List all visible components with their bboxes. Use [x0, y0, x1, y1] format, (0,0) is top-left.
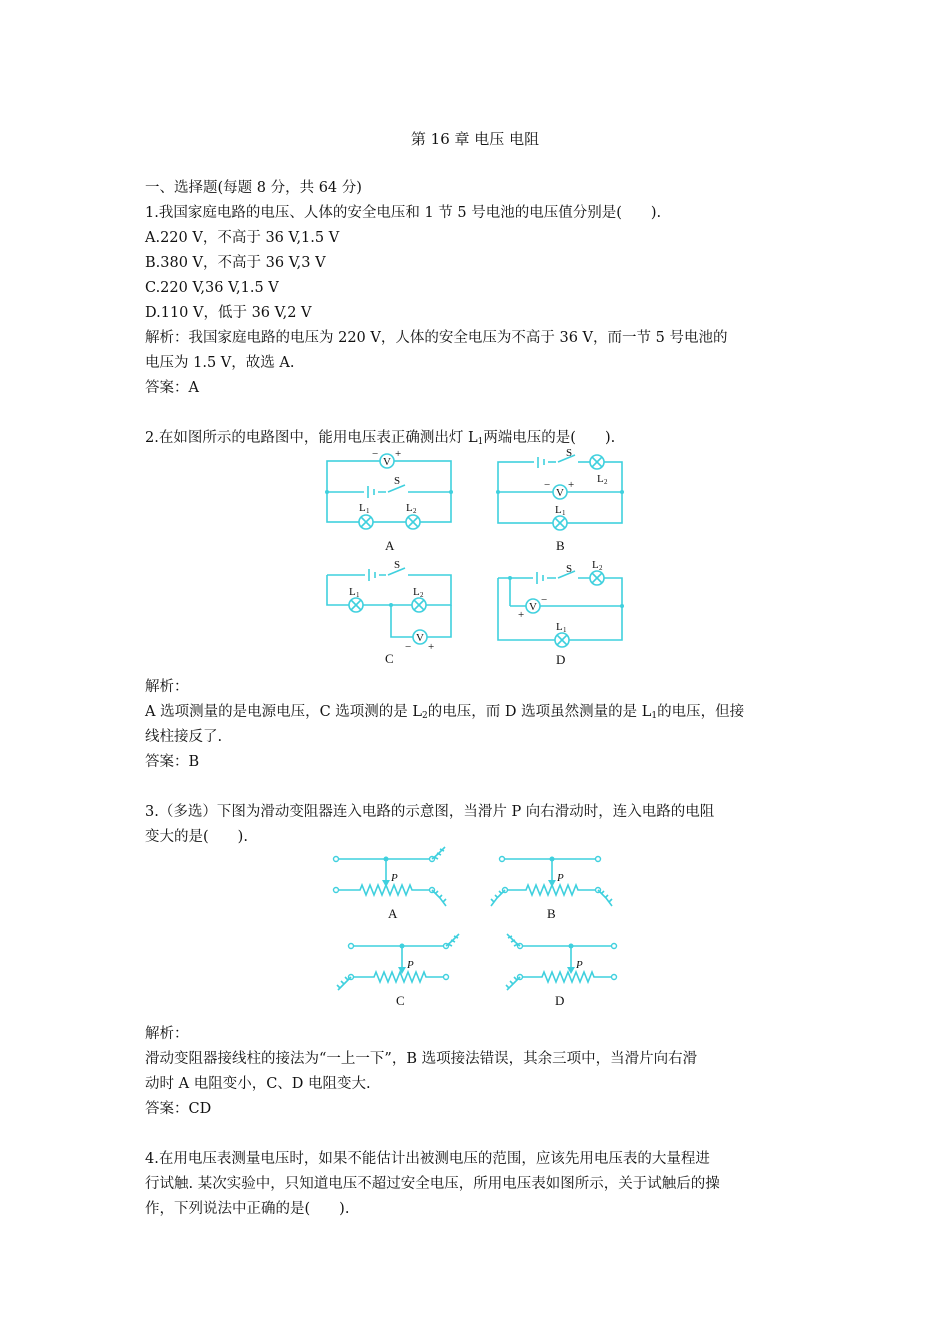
- rheostat-caption-d: D: [555, 993, 565, 1008]
- q2-analysis-line-2: 线柱接反了.: [145, 729, 223, 745]
- page-title: 第 16 章 电压 电阻: [410, 130, 540, 148]
- svg-text:−: −: [372, 448, 379, 460]
- q3-stem-line-2: 变大的是( ).: [145, 829, 248, 845]
- q2-analysis-label: 解析：: [145, 679, 189, 695]
- svg-text:L: L: [597, 473, 604, 485]
- q1-option-b: B.380 V，不高于 36 V,3 V: [145, 255, 326, 271]
- circuit-d: [498, 559, 624, 647]
- q4-stem-line-3: 作，下列说法中正确的是( ).: [145, 1201, 350, 1217]
- svg-text:L: L: [555, 504, 562, 516]
- rheostat-d: [506, 934, 617, 990]
- q4-stem-line-1: 4.在用电压表测量电压时，如果不能估计出被测电压的范围，应该先用电压表的大量程进: [145, 1151, 710, 1167]
- rheostat-caption-c: C: [396, 993, 405, 1008]
- q3-stem-line-1: 3.（多选）下图为滑动变阻器连入电路的示意图，当滑片 P 向右滑动时，连入电路的电阻: [145, 804, 715, 820]
- rheostat-a: [334, 847, 447, 906]
- svg-text:V: V: [529, 601, 537, 613]
- svg-text:L: L: [349, 586, 356, 598]
- section-heading: 一、选择题(每题 8 分，共 64 分): [145, 180, 362, 196]
- circuit-b: [496, 447, 624, 530]
- q2-answer: 答案：B: [145, 754, 200, 770]
- q4-stem-line-2: 行试触. 某次实验中，只知道电压不超过安全电压，所用电压表如图所示，关于试触后的操: [145, 1176, 720, 1192]
- svg-text:L: L: [556, 621, 563, 633]
- q1-option-d: D.110 V，低于 36 V,2 V: [145, 305, 312, 321]
- q3-analysis-line-1: 滑动变阻器接线柱的接法为“一上一下”，B 选项接法错误，其余三项中，当滑片向右滑: [145, 1051, 698, 1067]
- svg-text:+: +: [568, 479, 575, 491]
- svg-text:1: 1: [562, 509, 566, 517]
- caption-b: B: [556, 538, 565, 553]
- caption-c: C: [385, 651, 394, 666]
- svg-text:S: S: [394, 559, 401, 571]
- svg-text:−: −: [544, 479, 551, 491]
- svg-text:2: 2: [413, 507, 417, 515]
- q3-answer: 答案：CD: [145, 1101, 212, 1117]
- svg-text:−: −: [541, 594, 548, 606]
- svg-text:L: L: [359, 502, 366, 514]
- q1-answer: 答案：A: [145, 380, 199, 396]
- svg-text:S: S: [394, 475, 401, 487]
- q2-analysis-line-1: A 选项测量的是电源电压，C 选项测的是 $L_2$的电压，而 D 选项虽然测量的是 $L_1$的电压，但接: [145, 704, 745, 721]
- svg-text:S: S: [566, 563, 573, 575]
- q1-analysis-line-2: 电压为 1.5 V，故选 A.: [145, 355, 295, 371]
- svg-text:2: 2: [604, 478, 608, 486]
- q1-option-c: C.220 V,36 V,1.5 V: [145, 280, 279, 296]
- svg-text:V: V: [383, 456, 391, 468]
- caption-a: A: [385, 538, 395, 553]
- circuit-a: [325, 448, 453, 529]
- q3-rheostat-figure: [325, 845, 625, 1010]
- caption-d: D: [556, 652, 566, 667]
- svg-text:+: +: [518, 609, 525, 621]
- rheostat-caption-b: B: [547, 906, 556, 921]
- svg-text:S: S: [566, 447, 573, 459]
- svg-text:+: +: [395, 448, 402, 460]
- circuit-c: [327, 559, 451, 653]
- svg-text:P: P: [557, 872, 564, 884]
- svg-text:1: 1: [366, 507, 370, 515]
- svg-text:2: 2: [420, 591, 424, 599]
- q2-stem: 2.在如图所示的电路图中，能用电压表正确测出灯 $L_1$两端电压的是( ).: [145, 430, 616, 447]
- svg-text:L: L: [406, 502, 413, 514]
- q1-option-a: A.220 V，不高于 36 V,1.5 V: [145, 230, 340, 246]
- q3-analysis-line-2: 动时 A 电阻变小，C、D 电阻变大.: [145, 1076, 371, 1092]
- q1-analysis-line-1: 解析：我国家庭电路的电压为 220 V，人体的安全电压为不高于 36 V，而一节 5 号电池的: [145, 330, 728, 346]
- svg-text:1: 1: [563, 626, 567, 634]
- q3-analysis-label: 解析：: [145, 1026, 189, 1042]
- svg-text:P: P: [576, 959, 583, 971]
- svg-text:−: −: [405, 641, 412, 653]
- svg-text:2: 2: [599, 564, 603, 572]
- svg-text:L: L: [592, 559, 599, 571]
- svg-text:P: P: [407, 959, 414, 971]
- svg-text:V: V: [416, 632, 424, 644]
- svg-text:P: P: [391, 872, 398, 884]
- rheostat-c: [337, 934, 459, 990]
- q1-stem: 1.我国家庭电路的电压、人体的安全电压和 1 节 5 号电池的电压值分别是( ).: [145, 205, 662, 221]
- svg-text:+: +: [428, 641, 435, 653]
- svg-text:L: L: [413, 586, 420, 598]
- q2-circuit-figure: [318, 446, 638, 671]
- rheostat-b: [491, 857, 612, 907]
- svg-text:1: 1: [356, 591, 360, 599]
- rheostat-caption-a: A: [388, 906, 398, 921]
- svg-text:V: V: [556, 487, 564, 499]
